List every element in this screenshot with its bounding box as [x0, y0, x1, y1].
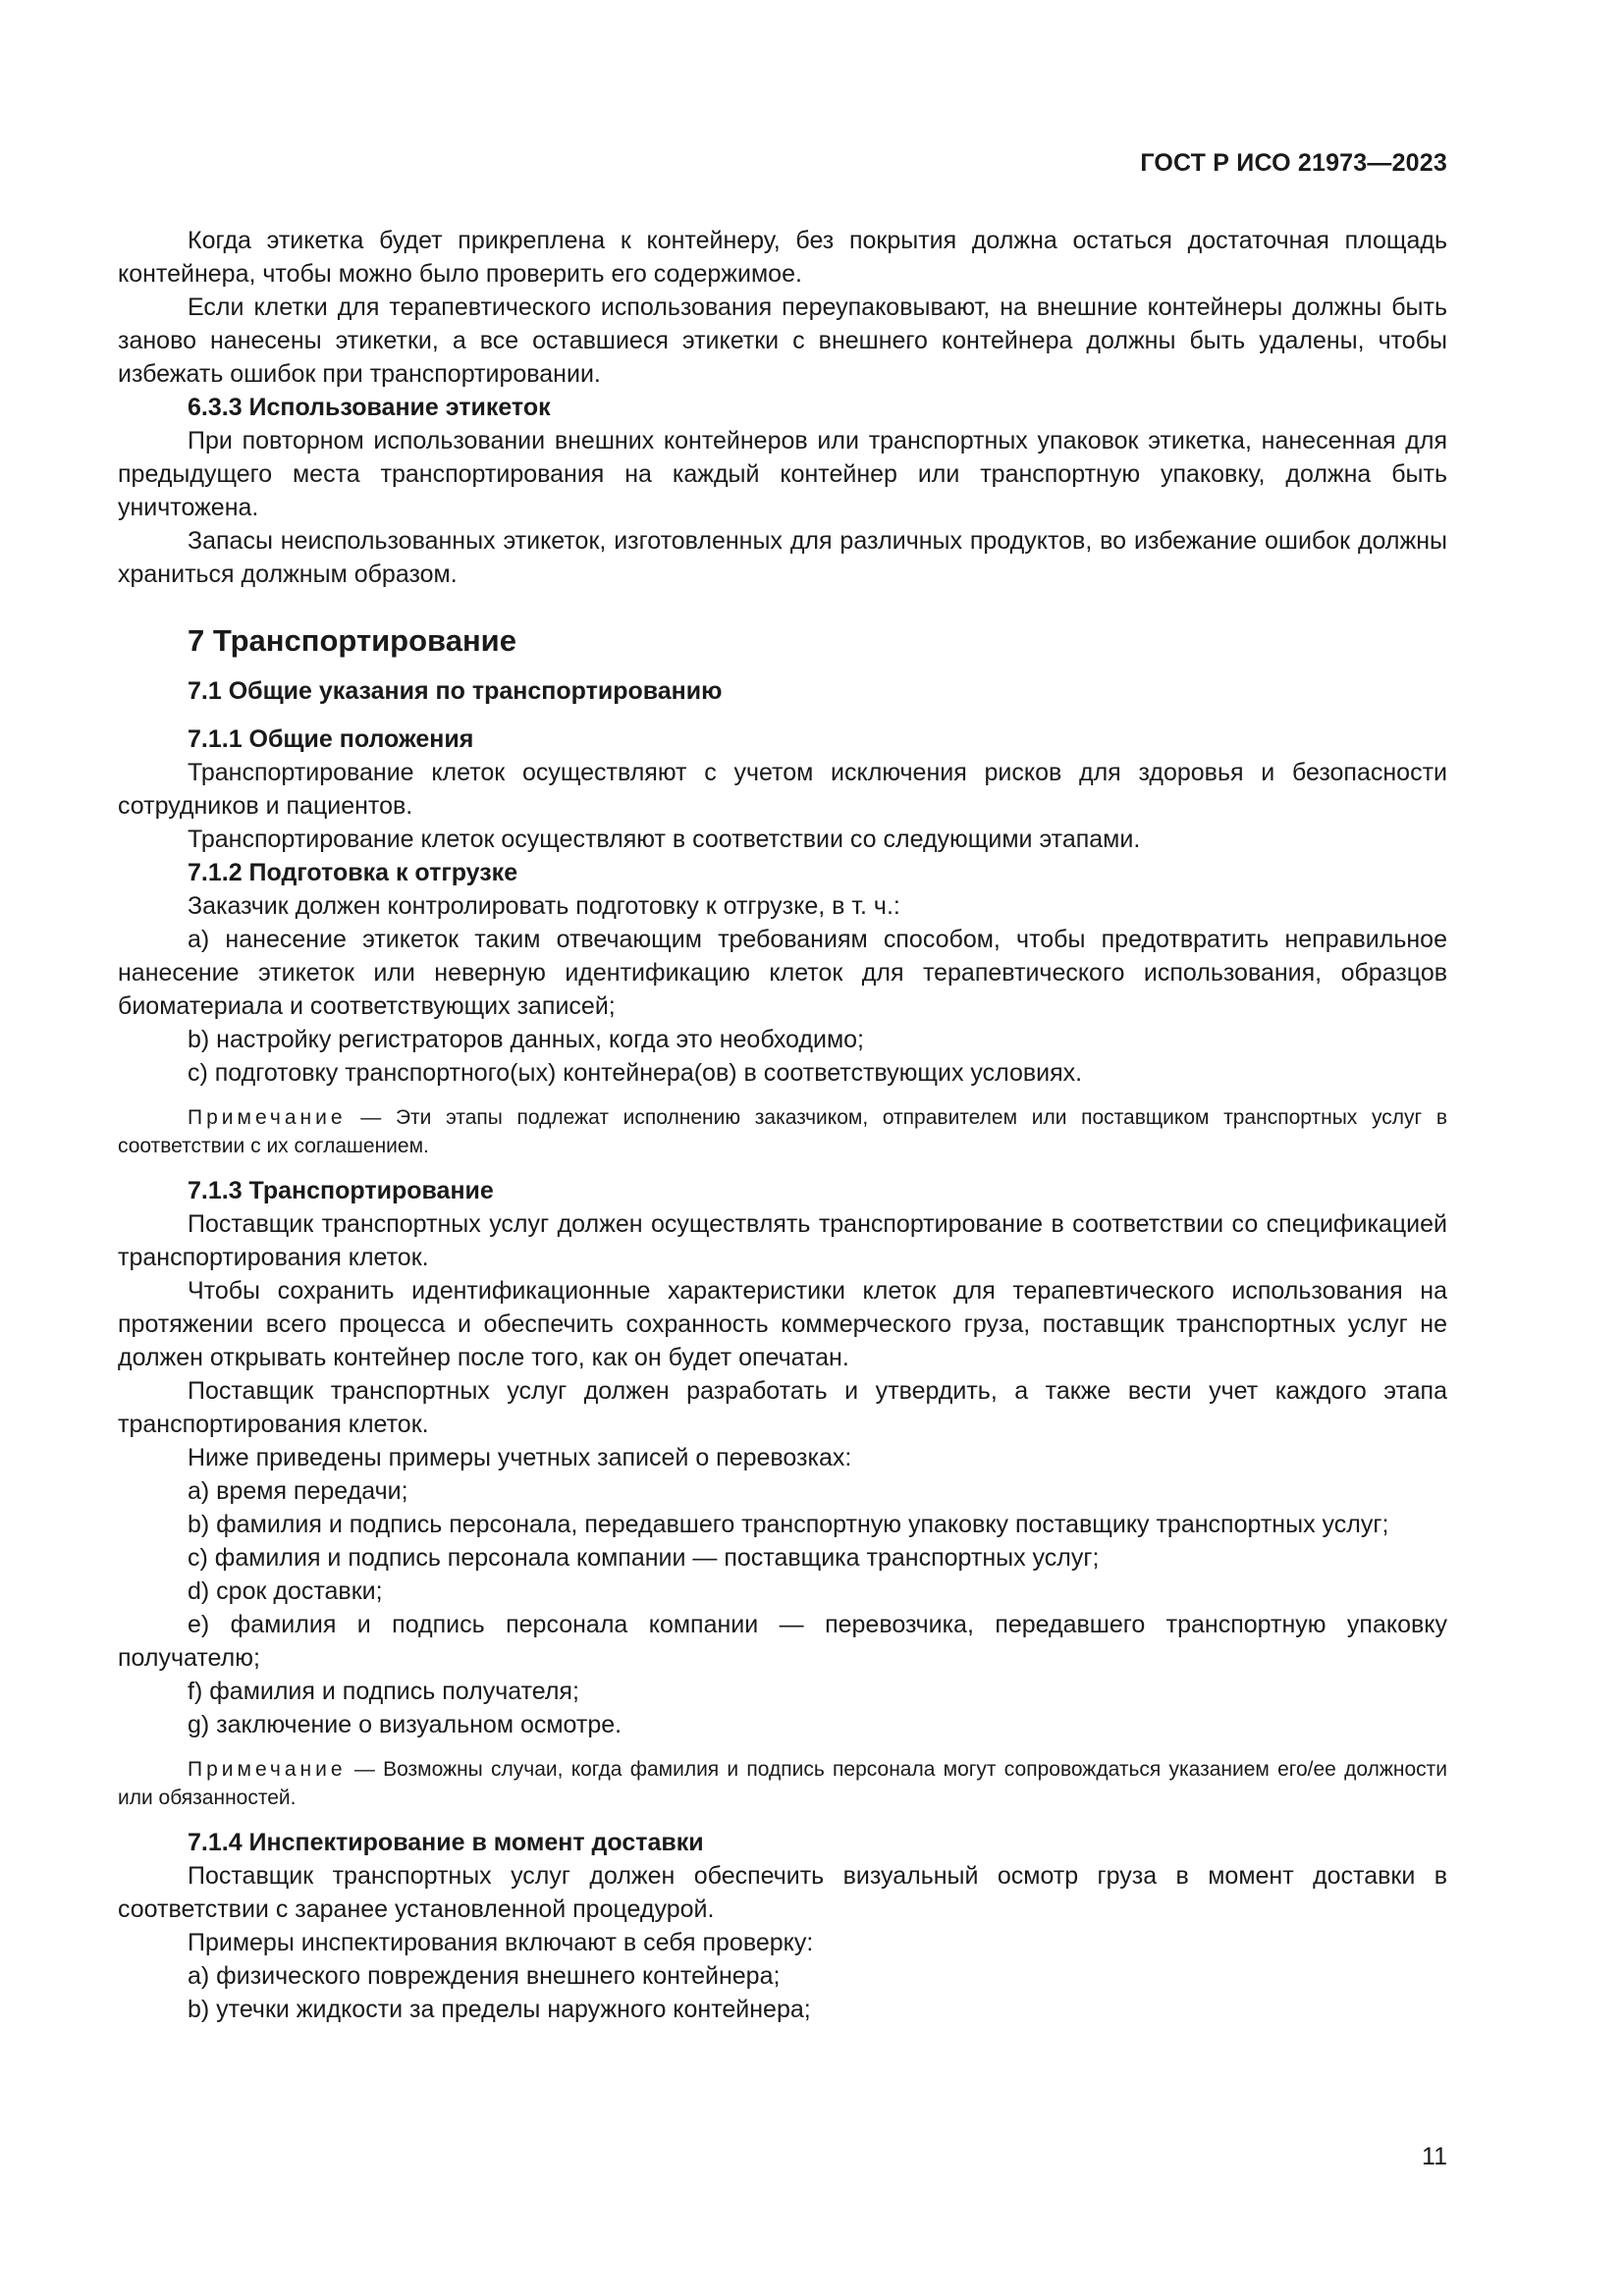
chapter-heading-7: 7 Транспортирование [188, 623, 516, 658]
note [118, 1755, 1447, 1812]
paragraph: Поставщик транспортных услуг должен разработать и утвердить, а также вести учет каждого этапа транспортирования клеток. [118, 1377, 1447, 1438]
note [118, 1103, 1447, 1160]
section-heading-7-1: 7.1 Общие указания по транспортированию [188, 677, 723, 705]
list-item: c) подготовку транспортного(ых) контейнера(ов) в соответствующих условиях. [188, 1059, 1083, 1087]
note-text: — Эти этапы подлежат исполнению заказчиком, отправителем или поставщиком транспортных услуг в соответствии с их соглашением. [118, 1106, 1447, 1157]
paragraph: Поставщик транспортных услуг должен обеспечить визуальный осмотр груза в момент доставки в соответствии с заранее установленной процедурой. [118, 1862, 1447, 1923]
list-item: b) настройку регистраторов данных, когда это необходимо; [188, 1026, 864, 1053]
list-item: a) время передачи; [188, 1477, 408, 1505]
section-heading-7-1-1: 7.1.1 Общие положения [188, 725, 474, 753]
section-heading-7-1-4: 7.1.4 Инспектирование в момент доставки [188, 1829, 704, 1856]
list-item: d) срок доставки; [188, 1577, 383, 1605]
list-item: e) фамилия и подпись персонала компании — перевозчика, передавшего транспортную упаковку получателю; [118, 1611, 1447, 1672]
document-body [118, 224, 1447, 2026]
paragraph: При повторном использовании внешних контейнеров или транспортных упаковок этикетка, нанесенная для предыдущего места транспортирования на каждый контейнер или транспортную упаковку, должна быть уничтожена. [118, 427, 1447, 521]
list-item: a) нанесение этикеток таким отвечающим требованиям способом, чтобы предотвратить неправильное нанесение этикеток или неверную идентификацию клеток для терапевтического использования, образцов биоматериала и соответствующих записей; [118, 926, 1447, 1020]
document-code-header: ГОСТ Р ИСО 21973—2023 [1140, 149, 1447, 177]
list-item: b) утечки жидкости за пределы наружного контейнера; [188, 1996, 811, 2023]
note-label: Примечание [188, 1758, 347, 1781]
list-item: f) фамилия и подпись получателя; [188, 1678, 579, 1705]
paragraph: Поставщик транспортных услуг должен осуществлять транспортирование в соответствии со спецификацией транспортирования клеток. [118, 1210, 1447, 1271]
paragraph: Если клетки для терапевтического использования переупаковывают, на внешние контейнеры должны быть заново нанесены этикетки, а все оставшиеся этикетки с внешнего контейнера должны быть удалены, чтобы избежать ошибок при транспортировании. [118, 294, 1447, 388]
paragraph: Транспортирование клеток осуществляют в соответствии со следующими этапами. [188, 826, 1141, 853]
paragraph: Транспортирование клеток осуществляют с учетом исключения рисков для здоровья и безопасности сотрудников и пациентов. [118, 759, 1447, 820]
list-item: g) заключение о визуальном осмотре. [188, 1711, 623, 1738]
section-heading-6-3-3: 6.3.3 Использование этикеток [188, 394, 551, 421]
paragraph: Когда этикетка будет прикреплена к контейнеру, без покрытия должна остаться достаточная площадь контейнера, чтобы можно было проверить его содержимое. [118, 227, 1447, 288]
page-number: 11 [1422, 2143, 1447, 2170]
list-item: a) физического повреждения внешнего контейнера; [188, 1962, 781, 1990]
paragraph: Запасы неиспользованных этикеток, изготовленных для различных продуктов, во избежание ошибок должны храниться должным образом. [118, 527, 1447, 588]
section-heading-7-1-3: 7.1.3 Транспортирование [188, 1177, 494, 1204]
list-item: c) фамилия и подпись персонала компании — поставщика транспортных услуг; [188, 1544, 1100, 1572]
list-item: b) фамилия и подпись персонала, передавшего транспортную упаковку поставщику транспортных услуг; [188, 1511, 1389, 1538]
paragraph: Ниже приведены примеры учетных записей о перевозках: [188, 1444, 852, 1471]
paragraph: Примеры инспектирования включают в себя проверку: [188, 1929, 814, 1956]
section-heading-7-1-2: 7.1.2 Подготовка к отгрузке [188, 859, 518, 886]
paragraph: Чтобы сохранить идентификационные характеристики клеток для терапевтического использования на протяжении всего процесса и обеспечить сохранность коммерческого груза, поставщик транспортных услуг не должен открывать контейнер после того, как он будет опечатан. [118, 1277, 1447, 1371]
note-label: Примечание [188, 1106, 347, 1129]
note-text: — Возможны случаи, когда фамилия и подпись персонала могут сопровождаться указанием его/ее должности или обязанностей. [118, 1758, 1447, 1809]
paragraph: Заказчик должен контролировать подготовку к отгрузке, в т. ч.: [188, 892, 900, 920]
